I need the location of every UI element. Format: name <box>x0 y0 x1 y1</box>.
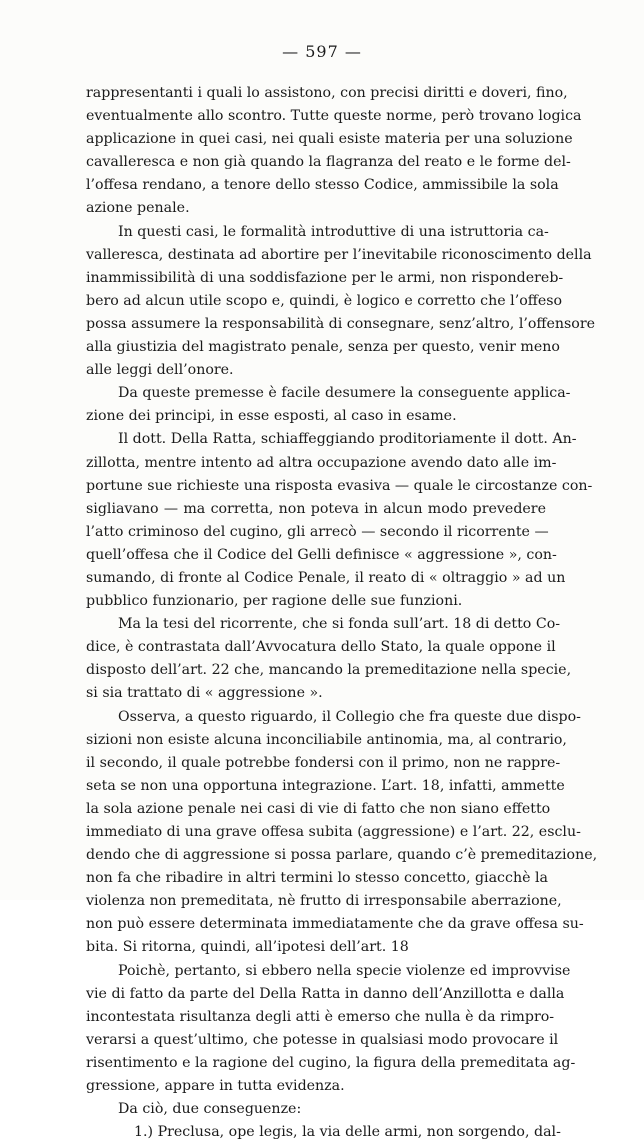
text-line: verarsi a quest’ultimo, che potesse in qualsiasi modo provocare il <box>86 1031 559 1048</box>
text-line: Poichè, pertanto, si ebbero nella specie violenze ed improvvise <box>118 962 571 979</box>
text-line: si sia trattato di « aggressione ». <box>86 685 323 702</box>
text-line: non fa che ribadire in altri termini lo stesso concetto, giacchè la <box>86 870 548 887</box>
text-line: dendo che di aggressione si possa parlare, quando c’è premeditazione, <box>86 847 598 864</box>
text-line: pubblico funzionario, per ragione delle sue funzioni. <box>86 593 463 610</box>
text-line: vie di fatto da parte del Della Ratta in danno dell’Anzillotta e dalla <box>86 985 565 1002</box>
text-line: seta se non una opportuna integrazione. L’art. 18, infatti, ammette <box>86 777 565 794</box>
text-line: zione dei principi, in esse esposti, al caso in esame. <box>86 408 457 425</box>
text-line: gressione, appare in tutta evidenza. <box>86 1078 345 1095</box>
text-line: azione penale. <box>86 200 190 217</box>
text-line: sizioni non esiste alcuna inconciliabile antinomia, ma, al contrario, <box>86 731 567 748</box>
text-line: rappresentanti i quali lo assistono, con precisi diritti e doveri, fino, <box>86 85 568 101</box>
text-line: alla giustizia del magistrato penale, senza per questo, venir meno <box>86 339 560 356</box>
text-line: bero ad alcun utile scopo e, quindi, è logico e corretto che l’offeso <box>86 292 563 309</box>
text-line: il secondo, il quale potrebbe fondersi con il primo, non ne rappre- <box>86 754 561 771</box>
text-line: sumando, di fronte al Codice Penale, il reato di « oltraggio » ad un <box>86 569 566 586</box>
text-line: immediato di una grave offesa subita (aggressione) e l’art. 22, esclu- <box>86 824 581 840</box>
text-line: Osserva, a questo riguardo, il Collegio che fra queste due dispo- <box>118 708 581 725</box>
text-line: violenza non premeditata, nè frutto di irresponsabile aberrazione, <box>86 893 562 910</box>
text-line: applicazione in quei casi, nei quali esiste materia per una soluzione <box>86 131 573 148</box>
text-line: In questi casi, le formalità introduttive di una istruttoria ca- <box>118 223 549 240</box>
text-line: non può essere determinata immediatamente che da grave offesa su- <box>86 916 584 933</box>
text-line: zillotta, mentre intento ad altra occupazione avendo dato alle im- <box>86 454 557 471</box>
text-line: Da ciò, due conseguenze: <box>118 1101 302 1118</box>
text-line: sigliavano — ma corretta, non poteva in alcun modo prevedere <box>86 500 546 517</box>
text-line: l’atto criminoso del cugino, gli arrecò — secondo il ricorrente — <box>86 523 549 540</box>
text-line: Da queste premesse è facile desumere la conseguente applica- <box>118 385 571 402</box>
text-line: Ma la tesi del ricorrente, che si fonda sull’art. 18 di detto Co- <box>118 616 561 633</box>
text-line: eventualmente allo scontro. Tutte queste norme, però trovano logica <box>86 108 582 125</box>
text-line: Il dott. Della Ratta, schiaffeggiando proditoriamente il dott. An- <box>118 431 577 448</box>
text-line: la sola azione penale nei casi di vie di fatto che non siano effetto <box>86 800 551 817</box>
text-line: risentimento e la ragione del cugino, la figura della premeditata ag- <box>86 1054 576 1071</box>
text-line: dice, è contrastata dall’Avvocatura dello Stato, la quale oppone il <box>86 639 556 656</box>
text-line: incontestata risultanza degli atti è emerso che nulla è da rimpro- <box>86 1008 555 1025</box>
text-line: portune sue richieste una risposta evasiva — quale le circostanze con- <box>86 477 593 494</box>
text-line: disposto dell’art. 22 che, mancando la premeditazione nella specie, <box>86 662 572 679</box>
page-number: — 597 — <box>282 42 362 61</box>
text-line: bita. Si ritorna, quindi, all’ipotesi dell’art. 18 <box>86 939 409 956</box>
text-line: l’offesa rendano, a tenore dello stesso Codice, ammissibile la sola <box>86 177 559 194</box>
text-line: cavalleresca e non già quando la flagranza del reato e le forme del- <box>86 154 571 171</box>
text-line: 1.) Preclusa, ope legis, la via delle armi, non sorgendo, dal- <box>134 1124 561 1141</box>
text-line: alle leggi dell’onore. <box>86 362 234 379</box>
text-line: valleresca, destinata ad abortire per l’inevitabile riconoscimento della <box>86 246 592 263</box>
text-line: possa assumere la responsabilità di consegnare, senz’altro, l’offensore <box>86 315 596 332</box>
text-line: inammissibilità di una soddisfazione per le armi, non rispondereb- <box>86 269 564 286</box>
body-text <box>86 82 598 1144</box>
text-line: quell’offesa che il Codice del Gelli definisce « aggressione », con- <box>86 546 557 563</box>
